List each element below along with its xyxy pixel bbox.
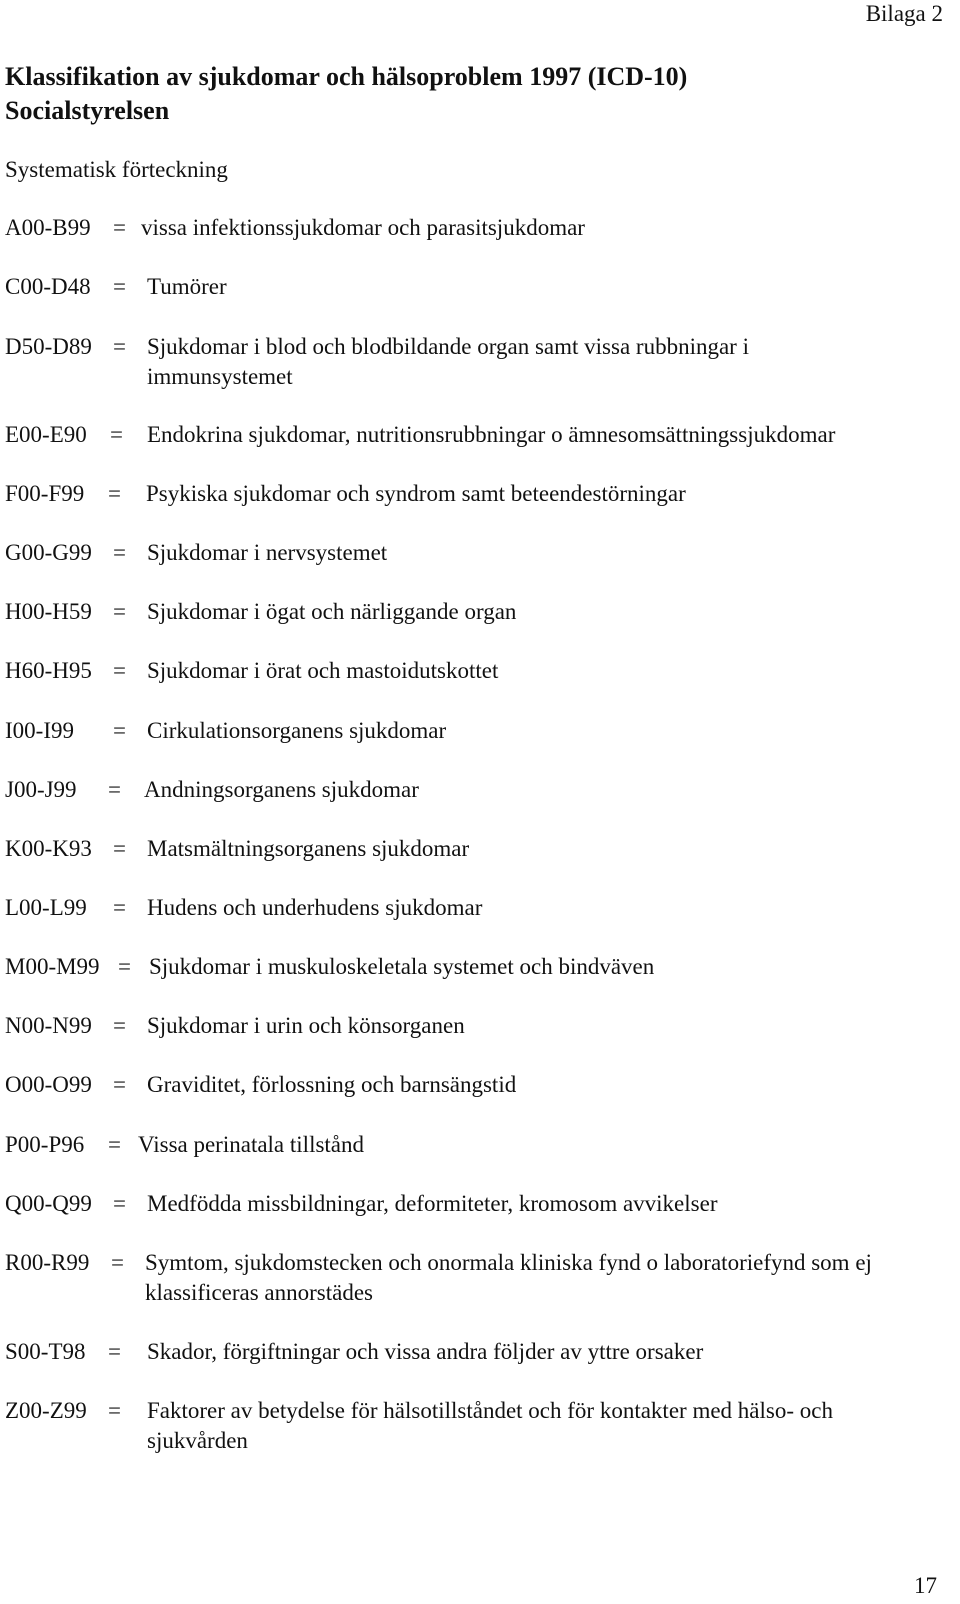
entry-code: N00-N99	[5, 1013, 92, 1038]
entry-equals: =	[113, 718, 126, 743]
entry-equals: =	[113, 836, 126, 861]
entry-equals: =	[113, 895, 126, 920]
entry-equals: =	[113, 1191, 126, 1216]
entry-description: Sjukdomar i nervsystemet	[147, 540, 388, 565]
entry-description: Endokrina sjukdomar, nutritionsrubbningar o ämnesomsättningssjukdomar	[147, 422, 836, 447]
entry-equals: =	[108, 1132, 121, 1157]
entry-description: Psykiska sjukdomar och syndrom samt beteendestörningar	[146, 481, 686, 506]
entry-description: Tumörer	[147, 274, 227, 299]
entry-code: E00-E90	[5, 422, 87, 447]
entry-code: P00-P96	[5, 1132, 85, 1157]
entry-equals: =	[110, 422, 123, 447]
entry-equals: =	[108, 481, 121, 506]
document-subtitle: Systematisk förteckning	[5, 157, 228, 182]
entry-description: Sjukdomar i blod och blodbildande organ samt vissa rubbningar i immunsystemet	[147, 334, 749, 389]
entry-description: Sjukdomar i örat och mastoidutskottet	[147, 658, 499, 683]
page-number: 17	[914, 1573, 937, 1598]
entry-equals: =	[111, 1250, 124, 1275]
entry-code: A00-B99	[5, 215, 91, 240]
title-line-1: Klassifikation av sjukdomar och hälsoproblem 1997 (ICD-10)	[5, 62, 688, 91]
entry-equals: =	[113, 599, 126, 624]
entry-description: Hudens och underhudens sjukdomar	[147, 895, 483, 920]
entry-description: Medfödda missbildningar, deformiteter, kromosom avvikelser	[147, 1191, 718, 1216]
entry-code: Z00-Z99	[5, 1398, 87, 1423]
entry-code: C00-D48	[5, 274, 91, 299]
entry-description: Symtom, sjukdomstecken och onormala kliniska fynd o laboratoriefynd som ej klassificeras annorstädes	[145, 1250, 872, 1305]
entry-equals: =	[108, 1398, 121, 1423]
entry-description: Sjukdomar i urin och könsorganen	[147, 1013, 465, 1038]
entry-code: H60-H95	[5, 658, 92, 683]
entry-description: Graviditet, förlossning och barnsängstid	[147, 1072, 517, 1097]
entry-description: Vissa perinatala tillstånd	[138, 1132, 365, 1157]
entry-description: Faktorer av betydelse för hälsotillståndet och för kontakter med hälso- och sjukvården	[147, 1398, 833, 1453]
entry-description: Sjukdomar i muskuloskeletala systemet och bindväven	[149, 954, 655, 979]
title-line-2: Socialstyrelsen	[5, 96, 170, 125]
document-title	[5, 60, 687, 128]
entry-code: O00-O99	[5, 1072, 92, 1097]
entry-description: vissa infektionssjukdomar och parasitsjukdomar	[141, 215, 585, 240]
entry-description: Andningsorganens sjukdomar	[144, 777, 419, 802]
entry-code: G00-G99	[5, 540, 92, 565]
entry-code: F00-F99	[5, 481, 85, 506]
entry-equals: =	[113, 658, 126, 683]
entry-code: R00-R99	[5, 1250, 90, 1275]
entry-code: Q00-Q99	[5, 1191, 92, 1216]
entry-code: M00-M99	[5, 954, 100, 979]
entry-equals: =	[118, 954, 131, 979]
annex-label: Bilaga 2	[865, 1, 943, 26]
entry-equals: =	[108, 1339, 121, 1364]
entry-description: Skador, förgiftningar och vissa andra följder av yttre orsaker	[147, 1339, 704, 1364]
entry-description: Cirkulationsorganens sjukdomar	[147, 718, 447, 743]
entry-equals: =	[113, 274, 126, 299]
entry-equals: =	[113, 215, 126, 240]
entry-description: Matsmältningsorganens sjukdomar	[147, 836, 470, 861]
entry-equals: =	[113, 1013, 126, 1038]
entry-code: H00-H59	[5, 599, 92, 624]
entry-code: K00-K93	[5, 836, 92, 861]
entry-equals: =	[113, 334, 126, 359]
entry-code: S00-T98	[5, 1339, 86, 1364]
entry-code: D50-D89	[5, 334, 92, 359]
entry-code: I00-I99	[5, 718, 74, 743]
entry-equals: =	[113, 540, 126, 565]
entry-code: J00-J99	[5, 777, 77, 802]
entry-description: Sjukdomar i ögat och närliggande organ	[147, 599, 517, 624]
entry-code: L00-L99	[5, 895, 87, 920]
entry-equals: =	[113, 1072, 126, 1097]
entry-equals: =	[108, 777, 121, 802]
